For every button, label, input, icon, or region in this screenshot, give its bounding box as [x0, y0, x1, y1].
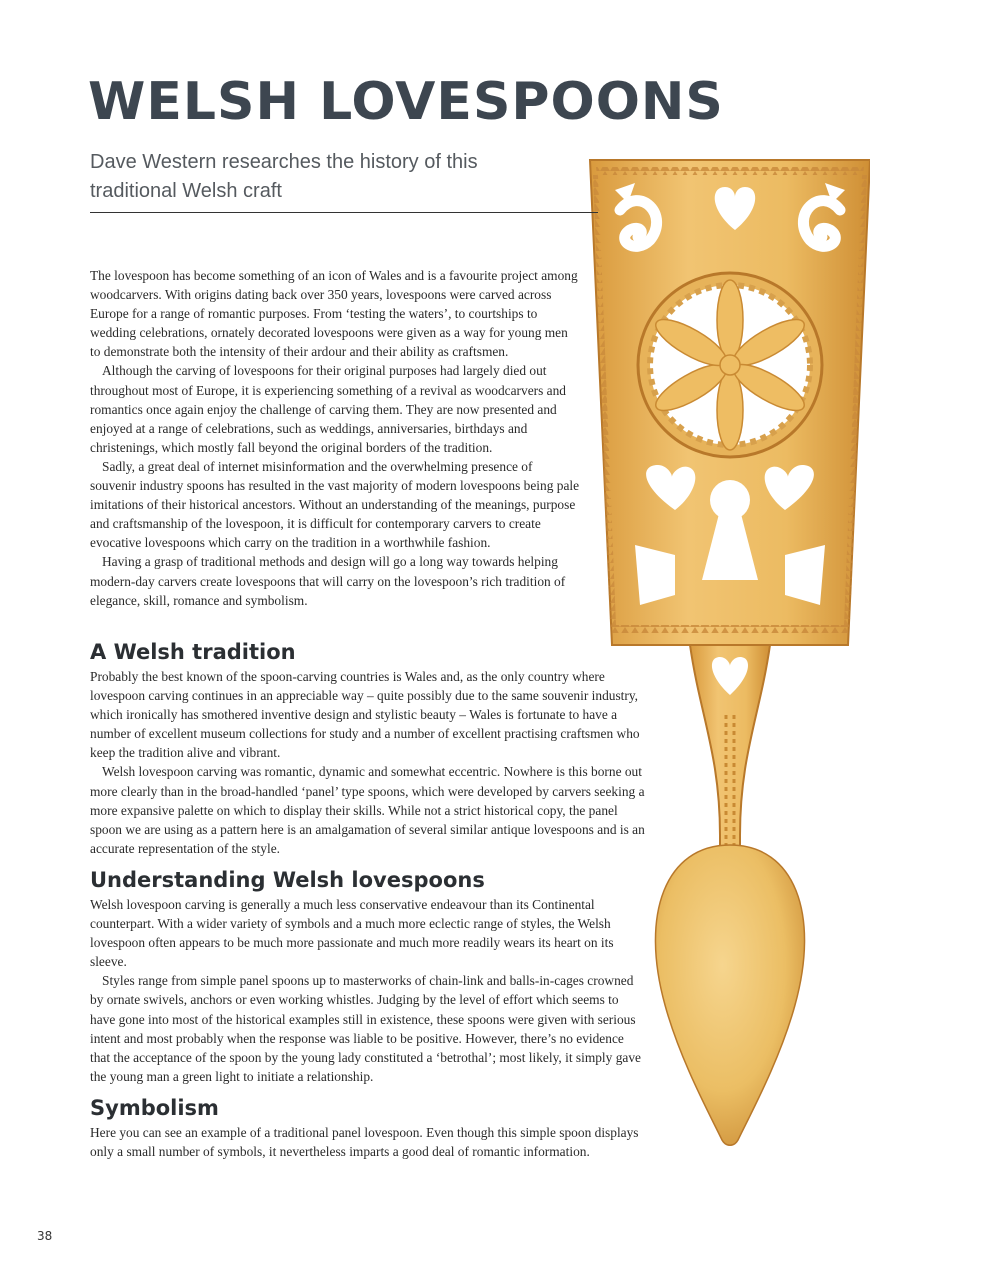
- paragraph: Styles range from simple panel spoons up to masterworks of chain-link and balls-in-cages crowned by ornate swivels, anchors or even working whistles. Judging by the level of effort which seems to have gone into most of the historical examples still in existence, these spoons were given with serious intent and most probably when the response was liable to be positive. However, there’s no evidence that the acceptance of the spoon by the young lady constituted a ‘betrothal’; most likely, it simply gave the young man a green light to initiate a relationship.: [90, 973, 641, 1084]
- paragraph: Sadly, a great deal of internet misinformation and the overwhelming presence of souvenir industry spoons has resulted in the vast majority of modern lovespoons being pale imitations of their historical ancestors. Without an understanding of the meanings, purpose and craftsmanship of the lovespoon, it is difficult for contemporary carvers to create evocative lovespoons which carry on the tradition in a worthwhile fashion.: [90, 458, 580, 551]
- page-title: WELSH LOVESPOONS: [88, 72, 724, 132]
- section-heading: Symbolism: [90, 1096, 219, 1120]
- section-heading: A Welsh tradition: [90, 640, 296, 664]
- paragraph: Welsh lovespoon carving was romantic, dynamic and somewhat eccentric. Nowhere is this borne out more clearly than in the broad-handled ‘panel’ type spoons, which were developed by carvers seeking a more expansive palette on which to display their skills. While not a strict historical copy, the panel spoon we are using as a pattern here is an amalgamation of several similar antique lovespoons and is an accurate representation of the style.: [90, 764, 645, 856]
- paragraph: The lovespoon has become something of an icon of Wales and is a favourite project among woodcarvers. With origins dating back over 350 years, lovespoons were carved across Europe for a range of romantic purposes. From ‘testing the waters’, to courtships to wedding celebrations, ornately decorated lovespoons were given as a way for young men to demonstrate both the intensity of their ardour and their ability as craftsmen.: [90, 268, 578, 360]
- paragraph: Although the carving of lovespoons for their original purposes had largely died out throughout most of Europe, it is experiencing something of a revival as woodcarvers and romantics once again enjoy the challenge of carving them. They are now presented and enjoyed at a range of celebrations, such as weddings, anniversaries, birthdays and christenings, which mostly fall beyond the original borders of the tradition.: [90, 363, 566, 455]
- section-symbolism: [90, 1094, 646, 1161]
- intro-text: [90, 266, 580, 610]
- title-divider: [90, 212, 598, 213]
- paragraph: Here you can see an example of a traditional panel lovespoon. Even though this simple spoon displays only a small number of symbols, it nevertheless imparts a good deal of romantic information.: [90, 1125, 639, 1160]
- section-heading: Understanding Welsh lovespoons: [90, 868, 485, 892]
- page-number: 38: [37, 1229, 53, 1243]
- paragraph: Probably the best known of the spoon-carving countries is Wales and, as the only country where lovespoon carving continues in an appreciable way – quite possibly due to the same souvenir industry, which ironically has smothered inventive design and stylistic beauty – Wales is fortunate to have a number of excellent museum collections for study and a number of excellent practising craftsmen who keep the tradition alive and vibrant.: [90, 669, 640, 761]
- section-welsh-tradition: [90, 638, 646, 858]
- paragraph: Welsh lovespoon carving is generally a much less conservative endeavour than its Continental counterpart. With a wider variety of symbols and a much more eclectic range of styles, the Welsh lovespoon often appears to be much more passionate and much more readily wears its heart on its sleeve.: [90, 897, 614, 970]
- paragraph: Having a grasp of traditional methods and design will go a long way towards helping modern-day carvers create lovespoons that will carry on the lovespoon’s rich tradition of elegance, skill, romance and symbolism.: [90, 554, 566, 608]
- article-subtitle: Dave Western researches the history of this traditional Welsh craft: [90, 151, 478, 202]
- section-understanding: [90, 866, 646, 1086]
- spoon-bowl: [655, 845, 804, 1145]
